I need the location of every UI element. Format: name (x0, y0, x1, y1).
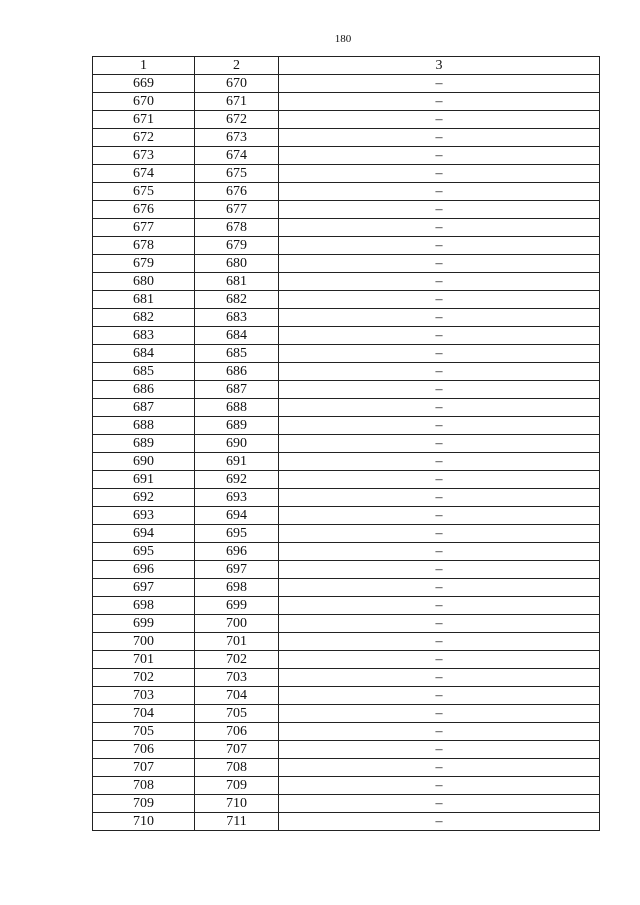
table-cell-col1: 672 (93, 129, 195, 147)
table-row (93, 669, 600, 687)
table-cell-col3: – (279, 507, 600, 525)
table-cell-col1: 684 (93, 345, 195, 363)
table-cell-col3: – (279, 579, 600, 597)
table-cell-col1: 695 (93, 543, 195, 561)
table-row (93, 507, 600, 525)
table-cell-col3: – (279, 633, 600, 651)
table-cell-col2: 683 (195, 309, 279, 327)
table-cell-col1: 681 (93, 291, 195, 309)
table-cell-col1: 680 (93, 273, 195, 291)
table-cell-col2: 702 (195, 651, 279, 669)
table-cell-col3: – (279, 525, 600, 543)
table-cell-col1: 699 (93, 615, 195, 633)
data-table (92, 56, 600, 831)
table-cell-col3: – (279, 705, 600, 723)
table-cell-col1: 698 (93, 597, 195, 615)
table-cell-col1: 708 (93, 777, 195, 795)
table-row (93, 165, 600, 183)
table-cell-col1: 692 (93, 489, 195, 507)
table-cell-col2: 708 (195, 759, 279, 777)
header-row (93, 57, 600, 75)
table-cell-col3: – (279, 453, 600, 471)
table-row (93, 363, 600, 381)
table-cell-col3: – (279, 615, 600, 633)
table-cell-col3: – (279, 381, 600, 399)
table-row (93, 183, 600, 201)
table-cell-col3: – (279, 813, 600, 831)
table-row (93, 813, 600, 831)
table-cell-col2: 680 (195, 255, 279, 273)
table-cell-col3: – (279, 273, 600, 291)
table-row (93, 381, 600, 399)
table-cell-col1: 691 (93, 471, 195, 489)
table-cell-col2: 709 (195, 777, 279, 795)
table-row (93, 543, 600, 561)
table-cell-col2: 687 (195, 381, 279, 399)
table-row (93, 219, 600, 237)
table-cell-col3: – (279, 147, 600, 165)
table-cell-col1: 702 (93, 669, 195, 687)
table-cell-col2: 685 (195, 345, 279, 363)
table-row (93, 273, 600, 291)
table-body (93, 75, 600, 831)
table-row (93, 579, 600, 597)
table-cell-col1: 671 (93, 111, 195, 129)
table-cell-col2: 670 (195, 75, 279, 93)
table-row (93, 651, 600, 669)
table-cell-col2: 697 (195, 561, 279, 579)
table-cell-col3: – (279, 255, 600, 273)
table-cell-col1: 685 (93, 363, 195, 381)
table-cell-col1: 697 (93, 579, 195, 597)
table-cell-col3: – (279, 345, 600, 363)
table-row (93, 399, 600, 417)
table-cell-col2: 692 (195, 471, 279, 489)
table-cell-col2: 705 (195, 705, 279, 723)
table-cell-col2: 710 (195, 795, 279, 813)
table-cell-col2: 711 (195, 813, 279, 831)
table-row (93, 723, 600, 741)
table-cell-col2: 699 (195, 597, 279, 615)
table-cell-col3: – (279, 111, 600, 129)
table-cell-col3: – (279, 165, 600, 183)
table-cell-col2: 679 (195, 237, 279, 255)
table-cell-col3: – (279, 759, 600, 777)
table-cell-col1: 676 (93, 201, 195, 219)
table-cell-col3: – (279, 183, 600, 201)
table-cell-col3: – (279, 327, 600, 345)
table-row (93, 453, 600, 471)
table-cell-col1: 690 (93, 453, 195, 471)
table-cell-col2: 701 (195, 633, 279, 651)
table-row (93, 147, 600, 165)
table-cell-col1: 693 (93, 507, 195, 525)
table-cell-col2: 672 (195, 111, 279, 129)
table-row (93, 777, 600, 795)
table-row (93, 633, 600, 651)
table-row (93, 93, 600, 111)
table-row (93, 561, 600, 579)
table-cell-col1: 700 (93, 633, 195, 651)
table-cell-col1: 709 (93, 795, 195, 813)
table-cell-col3: – (279, 687, 600, 705)
table-row (93, 327, 600, 345)
table-cell-col3: – (279, 129, 600, 147)
table-cell-col1: 687 (93, 399, 195, 417)
table-row (93, 111, 600, 129)
table-row (93, 435, 600, 453)
table-row (93, 489, 600, 507)
table-cell-col1: 686 (93, 381, 195, 399)
table-cell-col1: 682 (93, 309, 195, 327)
table-cell-col1: 694 (93, 525, 195, 543)
table-row (93, 129, 600, 147)
table-cell-col2: 678 (195, 219, 279, 237)
table-cell-col1: 679 (93, 255, 195, 273)
table-row (93, 597, 600, 615)
table-cell-col3: – (279, 291, 600, 309)
table-cell-col1: 710 (93, 813, 195, 831)
table-cell-col3: – (279, 651, 600, 669)
table-cell-col1: 704 (93, 705, 195, 723)
table-cell-col1: 683 (93, 327, 195, 345)
table-cell-col1: 670 (93, 93, 195, 111)
page-number: 180 (334, 33, 352, 45)
table-cell-col2: 676 (195, 183, 279, 201)
column-header-3: 3 (279, 57, 600, 75)
table-cell-col3: – (279, 597, 600, 615)
table-row (93, 255, 600, 273)
table-cell-col2: 693 (195, 489, 279, 507)
column-header-1: 1 (93, 57, 195, 75)
table-row (93, 471, 600, 489)
table-row (93, 345, 600, 363)
table-cell-col2: 688 (195, 399, 279, 417)
table-cell-col3: – (279, 741, 600, 759)
table-cell-col1: 669 (93, 75, 195, 93)
table-row (93, 417, 600, 435)
table-cell-col1: 706 (93, 741, 195, 759)
table-cell-col2: 704 (195, 687, 279, 705)
table-row (93, 75, 600, 93)
table-row (93, 201, 600, 219)
table-cell-col1: 705 (93, 723, 195, 741)
table-cell-col3: – (279, 93, 600, 111)
table-cell-col3: – (279, 489, 600, 507)
table-cell-col3: – (279, 435, 600, 453)
table-row (93, 705, 600, 723)
table-row (93, 291, 600, 309)
table-cell-col3: – (279, 795, 600, 813)
table-cell-col3: – (279, 363, 600, 381)
table-cell-col1: 673 (93, 147, 195, 165)
table-cell-col1: 689 (93, 435, 195, 453)
table-row (93, 525, 600, 543)
table-cell-col3: – (279, 543, 600, 561)
table-cell-col2: 694 (195, 507, 279, 525)
table-row (93, 759, 600, 777)
table-row (93, 687, 600, 705)
table-cell-col2: 695 (195, 525, 279, 543)
table-cell-col3: – (279, 417, 600, 435)
table-cell-col1: 677 (93, 219, 195, 237)
table-cell-col2: 677 (195, 201, 279, 219)
table-cell-col2: 690 (195, 435, 279, 453)
table-cell-col3: – (279, 201, 600, 219)
table-cell-col3: – (279, 399, 600, 417)
table-cell-col2: 689 (195, 417, 279, 435)
table-cell-col2: 707 (195, 741, 279, 759)
table-cell-col2: 671 (195, 93, 279, 111)
table-cell-col1: 678 (93, 237, 195, 255)
table-cell-col3: – (279, 75, 600, 93)
table-cell-col2: 673 (195, 129, 279, 147)
table-cell-col1: 674 (93, 165, 195, 183)
table-cell-col3: – (279, 777, 600, 795)
table-cell-col3: – (279, 723, 600, 741)
table-cell-col1: 707 (93, 759, 195, 777)
table-cell-col2: 682 (195, 291, 279, 309)
table-cell-col1: 688 (93, 417, 195, 435)
table-cell-col2: 698 (195, 579, 279, 597)
table-cell-col2: 674 (195, 147, 279, 165)
table-cell-col2: 696 (195, 543, 279, 561)
table-cell-col2: 675 (195, 165, 279, 183)
table-cell-col2: 686 (195, 363, 279, 381)
table-row (93, 309, 600, 327)
table-row (93, 615, 600, 633)
table-cell-col2: 703 (195, 669, 279, 687)
table-cell-col2: 700 (195, 615, 279, 633)
table-cell-col3: – (279, 309, 600, 327)
table-row (93, 795, 600, 813)
table-cell-col1: 675 (93, 183, 195, 201)
table-row (93, 237, 600, 255)
table-cell-col3: – (279, 237, 600, 255)
table-cell-col1: 701 (93, 651, 195, 669)
table-cell-col2: 681 (195, 273, 279, 291)
table-cell-col2: 691 (195, 453, 279, 471)
table-row (93, 741, 600, 759)
table-header (93, 57, 600, 75)
column-header-2: 2 (195, 57, 279, 75)
table-cell-col3: – (279, 669, 600, 687)
table-cell-col2: 706 (195, 723, 279, 741)
table-cell-col1: 696 (93, 561, 195, 579)
table-cell-col3: – (279, 219, 600, 237)
table-cell-col2: 684 (195, 327, 279, 345)
table-cell-col3: – (279, 561, 600, 579)
table-cell-col3: – (279, 471, 600, 489)
table-cell-col1: 703 (93, 687, 195, 705)
